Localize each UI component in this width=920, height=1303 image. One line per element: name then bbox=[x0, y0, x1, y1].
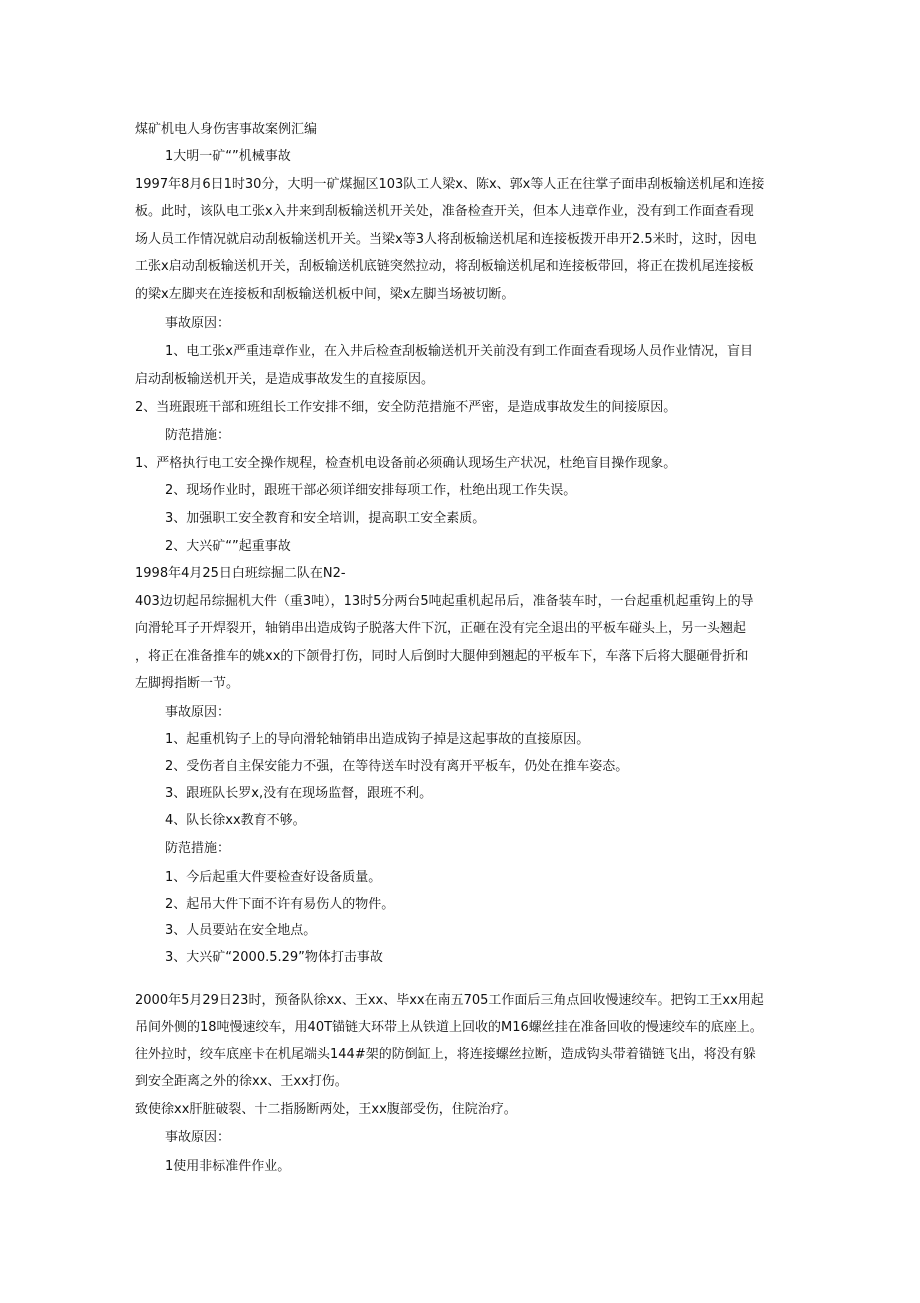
case1-measure-line: 3、加强职工安全教育和安全培训，提高职工安全素质。 bbox=[165, 511, 486, 526]
case2-body-line: 向滑轮耳子开焊裂开，轴销串出造成钩子脱落大件下沉，正砸在没有完全退出的平板车碰头上，另一头翘起 bbox=[135, 621, 747, 636]
case2-body-line: 403边切起吊综掘机大件（重3吨），13时5分两台5吨起重机起吊后，准备装车时，一台起重机起重钩上的导 bbox=[135, 594, 754, 609]
case2-cause-line: 1、起重机钩子上的导向滑轮轴销串出造成钩子掉是这起事故的直接原因。 bbox=[165, 732, 590, 747]
case2-body-line: 左脚拇指断一节。 bbox=[135, 676, 240, 691]
document-title: 煤矿机电人身伤害事故案例汇编 bbox=[135, 122, 318, 137]
case2-cause-line: 2、受伤者自主保安能力不强，在等待送车时没有离开平板车，仍处在推车姿态。 bbox=[165, 759, 629, 774]
case3-heading: 3、大兴矿“2000.5.29”物体打击事故 bbox=[165, 950, 383, 965]
case1-measure-heading: 防范措施： bbox=[165, 428, 231, 443]
case1-measure-line: 1、严格执行电工安全操作规程，检查机电设备前必须确认现场生产状况，杜绝盲目操作现象。 bbox=[135, 456, 677, 471]
case1-body-line: 板。此时，该队电工张x入井来到刮板输送机开关处，准备检查开关，但本人违章作业，没有到工作面查看现 bbox=[135, 204, 754, 219]
case2-cause-heading: 事故原因： bbox=[165, 705, 231, 720]
case2-body-line: 1998年4月25日白班综掘二队在N2- bbox=[135, 566, 346, 581]
case1-body-line: 场人员工作情况就启动刮板输送机开关。当梁x等3人将刮板输送机尾和连接板拨开串开2.5米时，这时，因电 bbox=[135, 232, 757, 247]
case3-body-line: 到安全距离之外的徐xx、王xx打伤。 bbox=[135, 1074, 348, 1089]
case3-cause-heading: 事故原因： bbox=[165, 1130, 231, 1145]
case2-heading: 2、大兴矿“”起重事故 bbox=[165, 539, 291, 554]
case2-body-line: ，将正在准备推车的姚xx的下颌骨打伤，同时人后倒时大腿伸到翘起的平板车下，车落下后将大腿砸骨折和 bbox=[135, 649, 749, 664]
case1-cause-line: 启动刮板输送机开关，是造成事故发生的直接原因。 bbox=[135, 372, 435, 387]
case2-measure-line: 1、今后起重大件要检查好设备质量。 bbox=[165, 870, 382, 885]
case3-body-line: 2000年5月29日23时，预备队徐xx、王xx、毕xx在南五705工作面后三角点回收慢速绞车。把钩工王xx用起 bbox=[135, 993, 764, 1008]
case1-body-line: 的梁x左脚夹在连接板和刮板输送机板中间，梁x左脚当场被切断。 bbox=[135, 287, 515, 302]
case2-cause-line: 3、跟班队长罗x,没有在现场监督，跟班不利。 bbox=[165, 786, 433, 801]
case3-body-line: 往外拉时，绞车底座卡在机尾端头144#架的防倒缸上，将连接螺丝拉断，造成钩头带着锚链飞出，将没有躲 bbox=[135, 1047, 756, 1062]
case1-heading: 1大明一矿“”机械事故 bbox=[165, 149, 291, 164]
case3-body-line: 致使徐xx肝脏破裂、十二指肠断两处，王xx腹部受伤，住院治疗。 bbox=[135, 1102, 517, 1117]
case1-cause-line: 2、当班跟班干部和班组长工作安排不细，安全防范措施不严密，是造成事故发生的间接原因。 bbox=[135, 400, 677, 415]
case2-measure-line: 2、起吊大件下面不许有易伤人的物件。 bbox=[165, 897, 395, 912]
case1-cause-line: 1、电工张x严重违章作业，在入井后检查刮板输送机开关前没有到工作面查看现场人员作业情况，盲目 bbox=[165, 344, 753, 359]
case1-body-line: 工张x启动刮板输送机开关，刮板输送机底链突然拉动，将刮板输送机尾和连接板带回，将正在拨机尾连接板 bbox=[135, 259, 754, 274]
case3-cause-line: 1使用非标准件作业。 bbox=[165, 1159, 291, 1174]
case3-body-line: 吊间外侧的18吨慢速绞车，用40T锚链大环带上从铁道上回收的M16螺丝挂在准备回收的慢速绞车的底座上。 bbox=[135, 1020, 763, 1035]
case2-measure-line: 3、人员要站在安全地点。 bbox=[165, 923, 317, 938]
case1-cause-heading: 事故原因： bbox=[165, 316, 231, 331]
case1-body-line: 1997年8月6日1时30分，大明一矿煤掘区103队工人梁x、陈x、郭x等人正在往掌子面串刮板输送机尾和连接 bbox=[135, 177, 765, 192]
case1-measure-line: 2、现场作业时，跟班干部必须详细安排每项工作，杜绝出现工作失误。 bbox=[165, 483, 577, 498]
case2-cause-line: 4、队长徐xx教育不够。 bbox=[165, 813, 306, 828]
case2-measure-heading: 防范措施： bbox=[165, 841, 231, 856]
